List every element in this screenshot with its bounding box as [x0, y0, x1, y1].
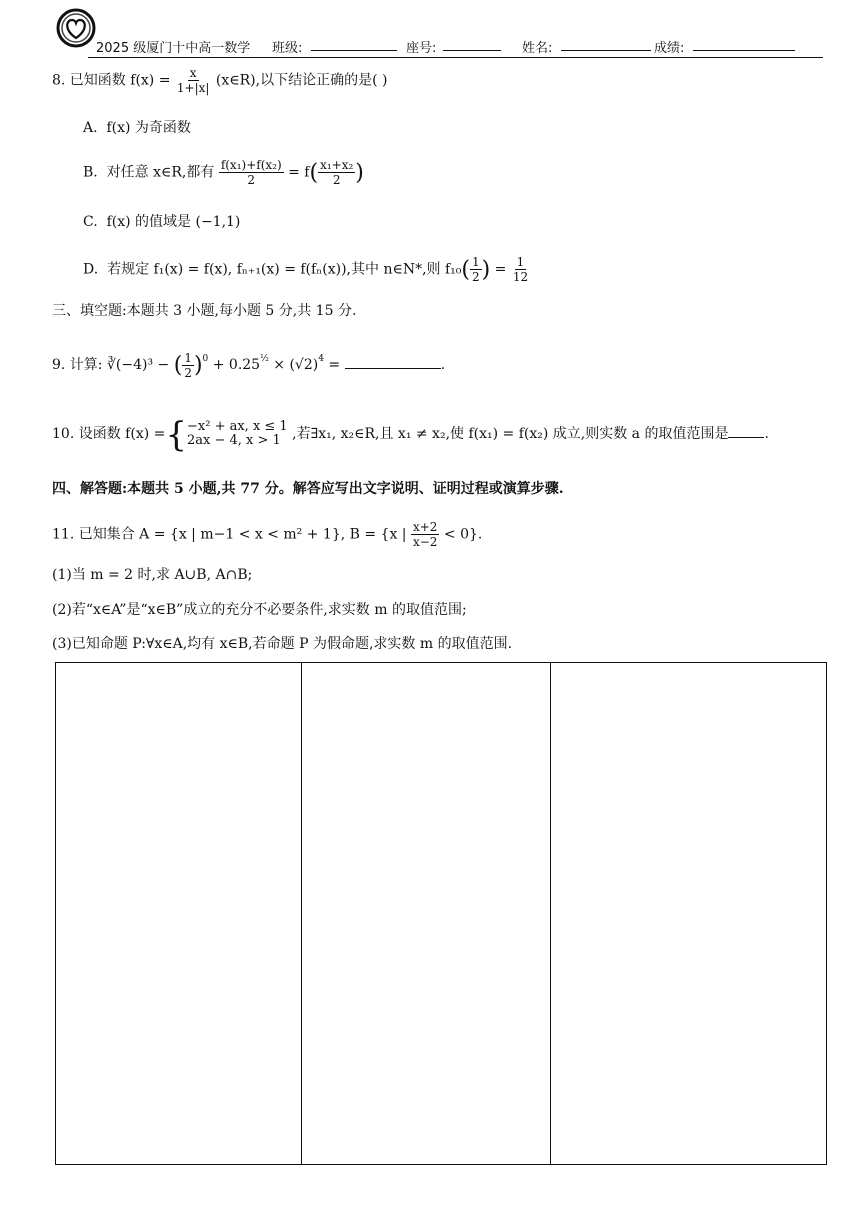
q8-option-b: B. 对任意 x∈R,都有 $\frac{\text{f(x₁)+f(x₂)}}{2}$ = f( $\frac{\text{x₁+x₂}}{2}$ ) [83, 158, 364, 187]
class-blank[interactable] [311, 38, 397, 51]
name-label: 姓名: [522, 41, 553, 56]
q9-answer-blank[interactable] [345, 356, 441, 369]
answer-column-divider-1 [301, 663, 302, 1164]
answer-area[interactable] [55, 662, 827, 1165]
q8-option-a: A. f(x) 为奇函数 [83, 120, 191, 136]
question-11-part-3: (3)已知命题 P:∀x∈A,均有 x∈B,若命题 P 为假命题,求实数 m 的取值范围. [52, 636, 513, 652]
q8-option-c: C. f(x) 的值域是 (−1,1) [83, 214, 241, 230]
q10-answer-blank[interactable] [728, 425, 764, 438]
q8-option-d: D. 若规定 f₁(x) = f(x), fₙ₊₁(x) = f(fₙ(x)),其中 n∈N*,则 f₁₀( $\frac{1}{2}$ ) = $\frac{1}{12}$ [83, 255, 529, 284]
question-11-part-1: (1)当 m = 2 时,求 A∪B, A∩B; [52, 567, 253, 583]
question-9: 9. 计算: ∛(−4)³ − ( $\frac{1}{2}$ )$^0 + 0.25^{\frac{1}{2}} \times (√2)^4$ = . [52, 350, 446, 380]
seat-label: 座号: [406, 41, 437, 56]
score-blank[interactable] [693, 38, 795, 51]
header-school: 2025 级厦门十中高一数学 [96, 41, 251, 56]
header-rule [88, 57, 823, 58]
class-label: 班级: [272, 41, 303, 56]
question-11-stem: 11. 已知集合 A = {x | m−1 < x < m² + 1}, B = {x | $\frac{x+2}{x-2}$ < 0}. [52, 520, 483, 549]
name-blank[interactable] [561, 38, 651, 51]
question-10: 10. 设函数 f(x) ={−x² + ax, x ≤ 1 2ax − 4, x > 1 ,若∃x₁, x₂∈R,且 x₁ ≠ x₂,使 f(x₁) = f(x₂) 成立,则实数 a 的取值范围是 . [52, 415, 769, 455]
q8-fraction: $\frac{x}{1+|x|}$ [176, 66, 210, 95]
school-logo-icon [56, 8, 96, 48]
question-11-part-2: (2)若“x∈A”是“x∈B”成立的充分不必要条件,求实数 m 的取值范围; [52, 602, 467, 618]
answer-column-divider-2 [550, 663, 551, 1164]
section-3-title: 三、填空题:本题共 3 小题,每小题 5 分,共 15 分. [52, 303, 357, 319]
section-4-title: 四、解答题:本题共 5 小题,共 77 分。解答应写出文字说明、证明过程或演算步骤. [52, 481, 564, 497]
score-label: 成绩: [654, 41, 685, 56]
question-8-stem: 8. 已知函数 f(x) = $\frac{x}{1+|x|}$ (x∈R),以下结论正确的是( ) [52, 66, 388, 95]
seat-blank[interactable] [443, 38, 501, 51]
